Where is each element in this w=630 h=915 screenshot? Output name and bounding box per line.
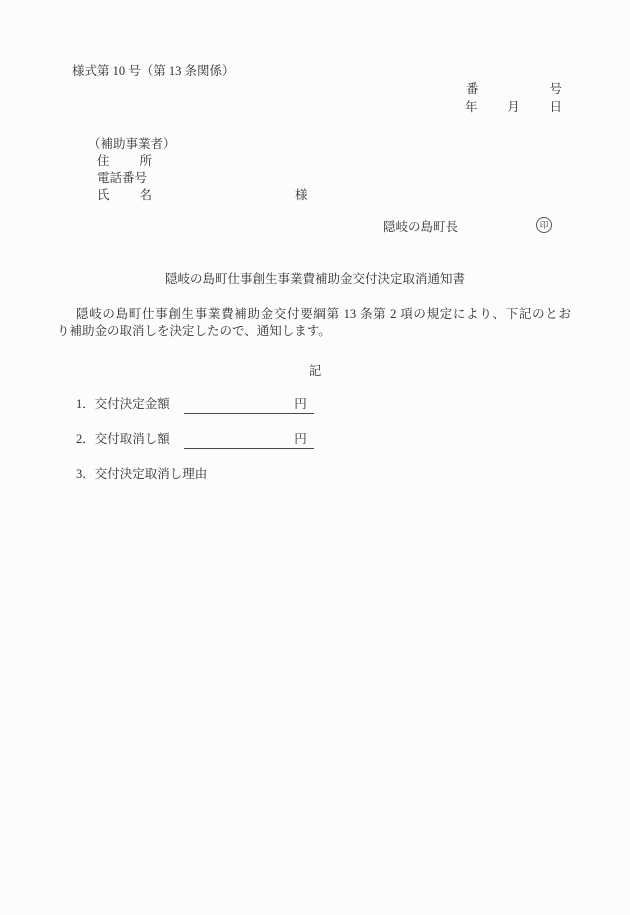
item-label: 1．交付決定金額: [76, 397, 170, 411]
item-label: 3．交付決定取消し理由: [76, 467, 208, 481]
day-label: 日: [549, 100, 562, 114]
record-marker: 記: [308, 364, 322, 378]
honorific-label: 様: [295, 188, 308, 202]
amount-blank-field: [184, 429, 314, 449]
document-title: 隠岐の島町仕事創生事業費補助金交付決定取消通知書: [164, 272, 465, 286]
form-number: 様式第 10 号（第 13 条関係）: [72, 64, 235, 78]
sender-title: 隠岐の島町長: [383, 220, 459, 234]
name-label-second: 名: [139, 188, 152, 202]
document-number-line: [466, 79, 562, 97]
yen-unit-label: 円: [294, 432, 307, 446]
name-label: [97, 185, 152, 203]
number-label: 番: [466, 82, 479, 96]
number-suffix-label: 号: [549, 82, 562, 96]
item-grant-decision-amount: [76, 394, 314, 414]
address-label: [97, 151, 152, 169]
address-label-first: 住: [97, 154, 110, 168]
item-cancelled-amount: [76, 429, 314, 449]
recipient-heading: （補助事業者）: [88, 137, 176, 151]
item-cancellation-reason: [76, 464, 207, 482]
yen-unit-label: 円: [294, 397, 307, 411]
year-label: 年: [465, 100, 478, 114]
month-label: 月: [507, 100, 520, 114]
address-label-second: 所: [139, 154, 152, 168]
body-paragraph-line1: 隠岐の島町仕事創生事業費補助金交付要綱第 13 条第 2 項の規定により、下記のとお: [76, 307, 571, 321]
seal-icon: 印: [536, 217, 552, 233]
body-paragraph-line2: り補助金の取消しを決定したので、通知します。: [57, 324, 331, 338]
name-label-first: 氏: [97, 188, 110, 202]
date-line: [465, 97, 562, 115]
amount-blank-field: [184, 394, 314, 414]
phone-label: 電話番号: [97, 171, 148, 185]
item-label: 2．交付取消し額: [76, 432, 170, 446]
